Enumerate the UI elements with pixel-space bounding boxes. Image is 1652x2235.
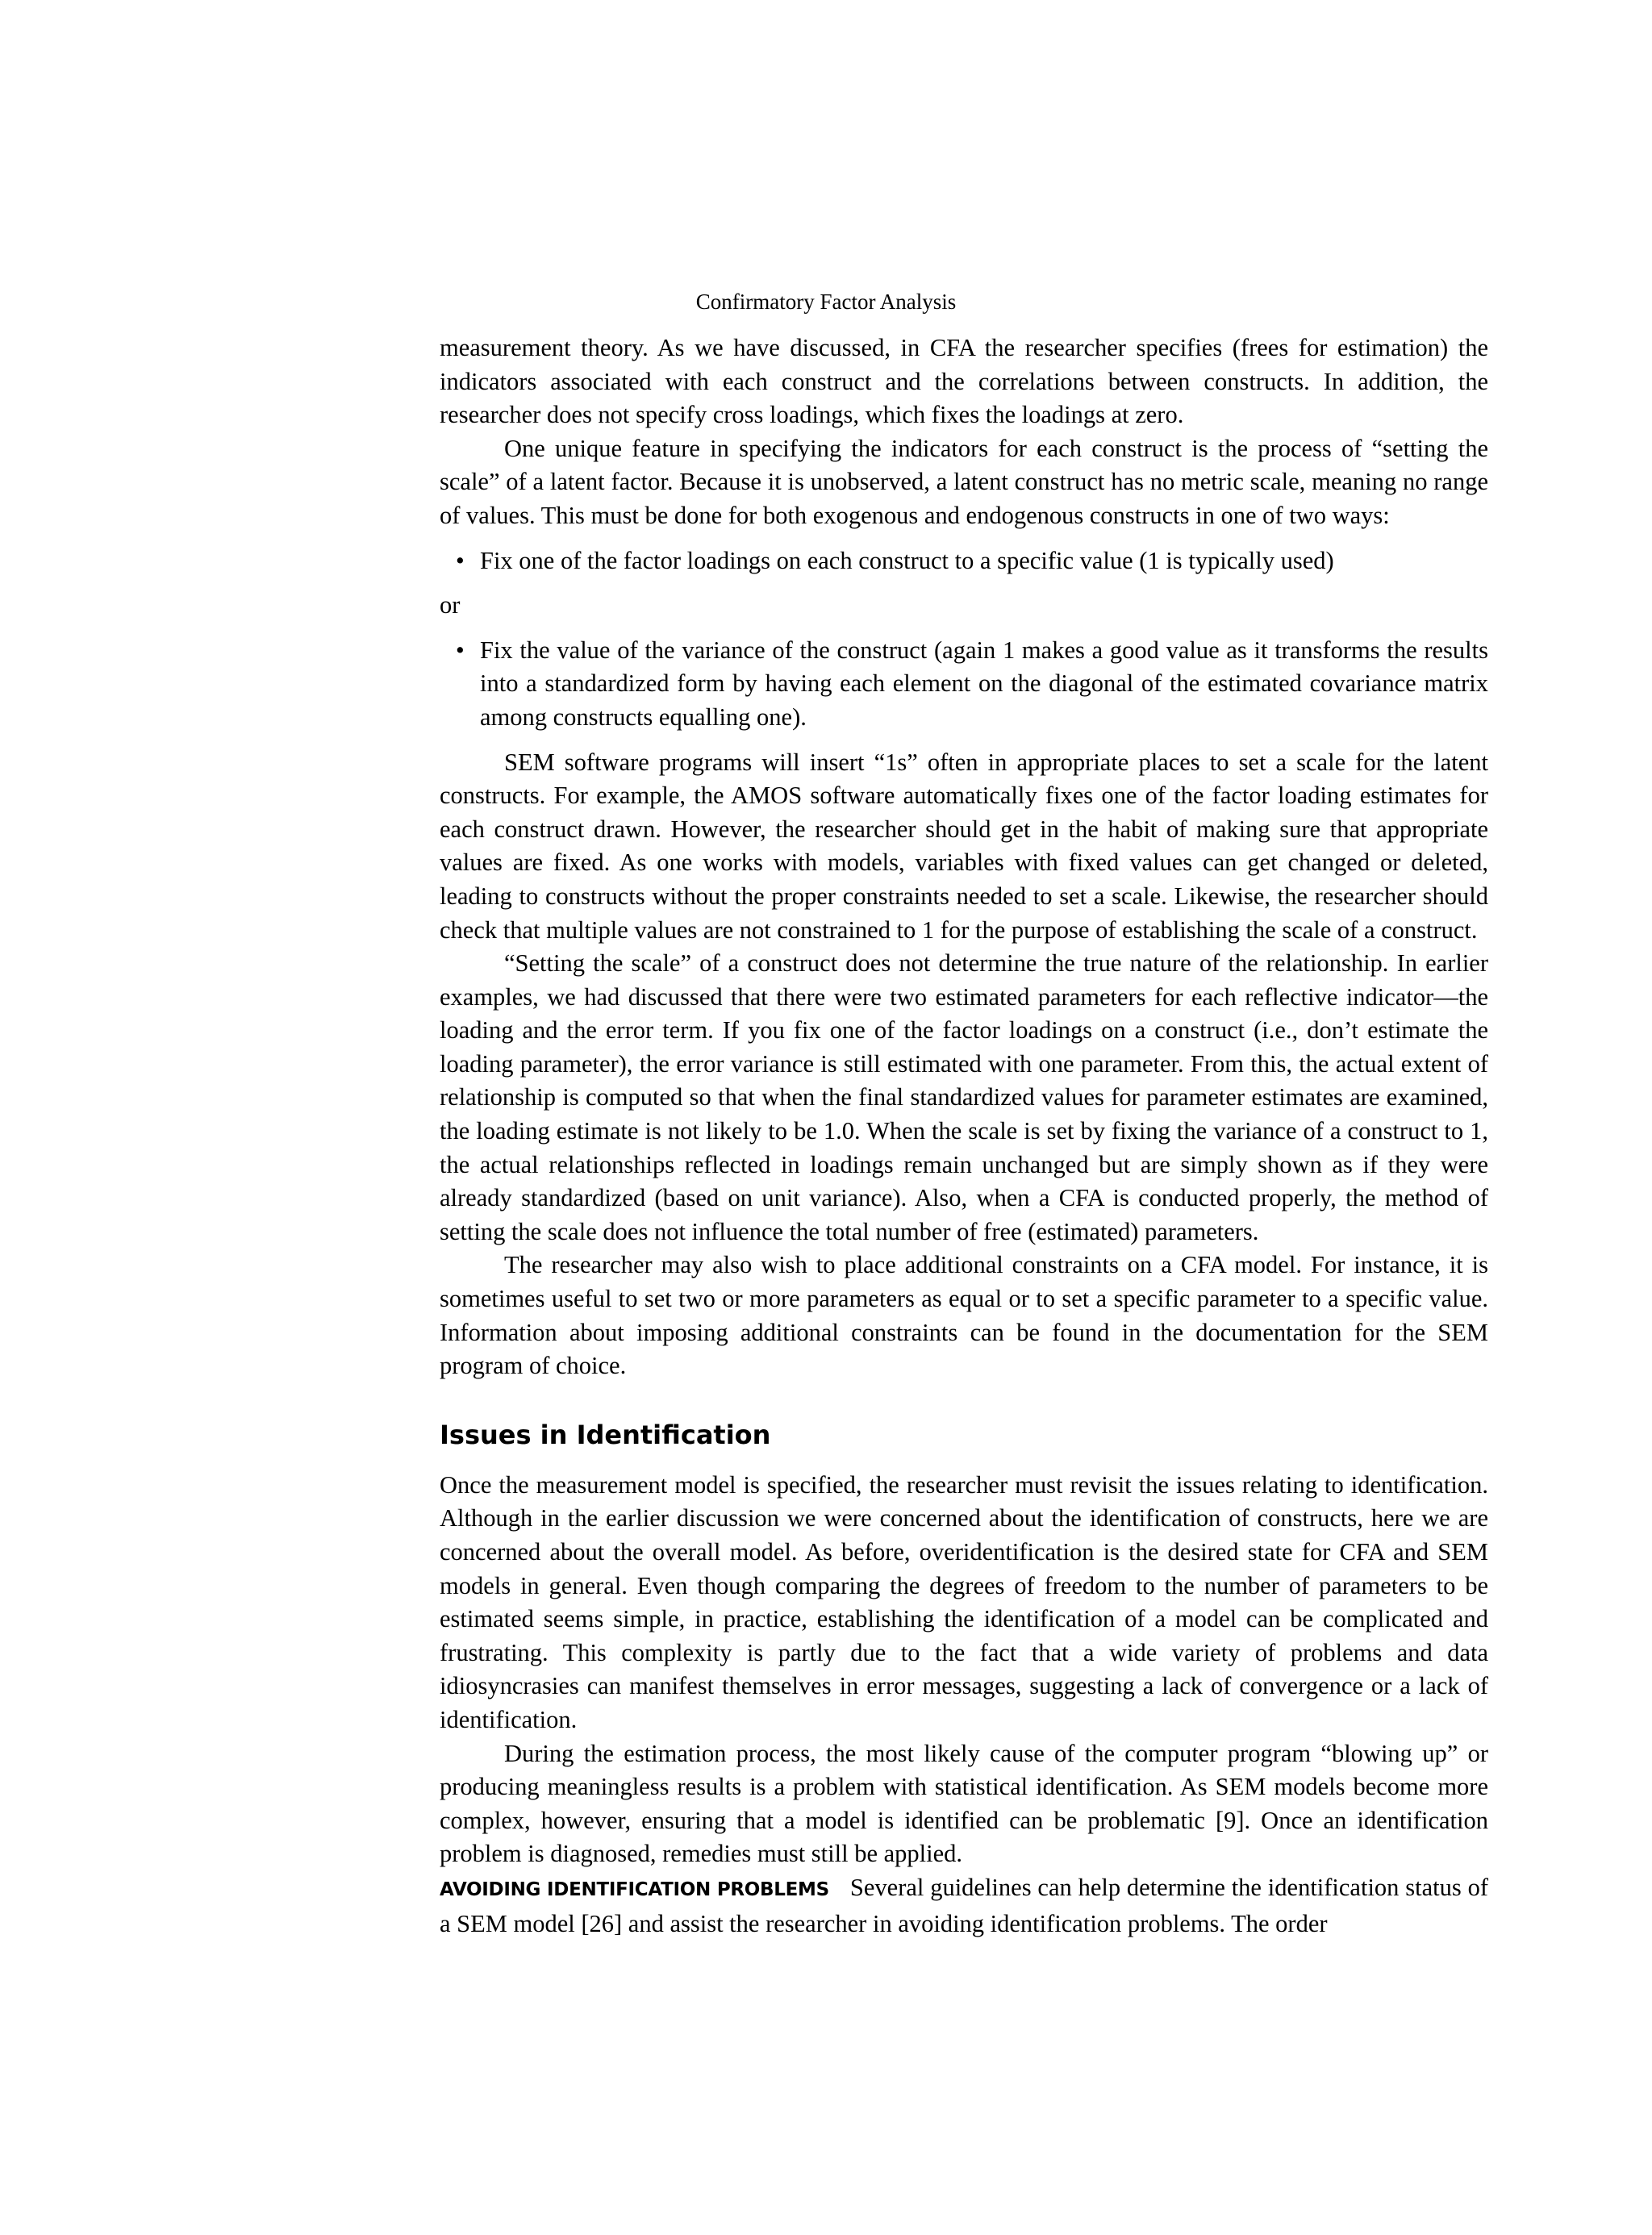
bullet-item-fix-loading: • Fix one of the factor loadings on each construct to a specific value (1 is typically used) <box>480 544 1488 578</box>
paragraph-estimation-process: During the estimation process, the most likely cause of the computer program “blowing up” or producing meaningless results is a problem with statistical identification. As SEM models become more complex, however, ensuring that a model is identified can be problematic [9]. Once an identification problem is diagnosed, remedies must still be applied. <box>440 1739 1488 1868</box>
runin-heading: AVOIDING IDENTIFICATION PROBLEMS <box>440 1878 829 1900</box>
paragraph-setting-scale-nature: “Setting the scale” of a construct does not determine the true nature of the relationship. In earlier examples, we had discussed that there were two estimated parameters for each reflective indicator—the loading and the error term. If you fix one of the factor loadings on a construct (i.e., don’t estimate the loading parameter), the error variance is still estimated with one parameter. From this, the actual extent of relationship is computed so that when the final standardized values for parameter estimates are examined, the loading estimate is not likely to be 1.0. When the scale is set by fixing the variance of a construct to 1, the actual relationships reflected in loadings remain unchanged but are simply shown as if they were already standardized (based on unit variance). Also, when a CFA is conducted properly, the method of setting the scale does not influence the total number of free (estimated) parameters. <box>440 949 1488 1245</box>
paragraph-setting-scale: One unique feature in specifying the indicators for each construct is the process of “setting the scale” of a latent factor. Because it is unobserved, a latent construct has no metric scale, meaning no range of values. This must be done for both exogenous and endogenous constructs in one of two ways: <box>440 434 1488 529</box>
paragraph-additional-constraints: The researcher may also wish to place additional constraints on a CFA model. For instance, it is sometimes useful to set two or more parameters as equal or to set a specific parameter to a specific value. Information about imposing additional constraints can be found in the documentation for the SEM program of choice. <box>440 1251 1488 1380</box>
paragraph-identification: Once the measurement model is specified, the researcher must revisit the issues relating to identification. Although in the earlier discussion we were concerned about the identification of constructs, here we are concerned about the overall model. As before, overidentification is the desired state for CFA and SEM models in general. Even though comparing the degrees of freedom to the number of parameters to be estimated seems simple, in practice, establishing the identification of a model can be complicated and frustrating. This complexity is partly due to the fact that a wide variety of problems and data idiosyncrasies can manifest themselves in error messages, suggesting a lack of convergence or a lack of identification. <box>440 1470 1488 1733</box>
or-connector: or <box>440 591 461 619</box>
runin-paragraph-text: Several guidelines can help determine the identification status of a SEM model [26] and assist the researcher in avoiding identification problems. The order <box>440 1873 1488 1937</box>
bullet-list-2 <box>440 634 1488 735</box>
bullet-item-fix-variance: • Fix the value of the variance of the construct (again 1 makes a good value as it transforms the results into a standardized form by having each element on the diagonal of the estimated covariance matrix among constructs equalling one). <box>480 634 1488 735</box>
body-text <box>440 331 1488 1941</box>
paragraph-continued: measurement theory. As we have discussed, in CFA the researcher specifies (frees for estimation) the indicators associated with each construct and the correlations between constructs. In addition, the researcher does not specify cross loadings, which fixes the loadings at zero. <box>440 334 1488 429</box>
running-head: Confirmatory Factor Analysis <box>695 290 957 314</box>
paragraph-avoiding-problems <box>440 1871 1488 1941</box>
bullet-list <box>440 544 1488 578</box>
section-heading: Issues in Identification <box>440 1419 771 1450</box>
paragraph-sem-software: SEM software programs will insert “1s” often in appropriate places to set a scale for the latent constructs. For example, the AMOS software automatically fixes one of the factor loading estimates for each construct drawn. However, the researcher should get in the habit of making sure that appropriate values are fixed. As one works with models, variables with fixed values can get changed or deleted, leading to constructs without the proper constraints needed to set a scale. Likewise, the researcher should check that multiple values are not constrained to 1 for the purpose of establishing the scale of a construct. <box>440 748 1488 944</box>
